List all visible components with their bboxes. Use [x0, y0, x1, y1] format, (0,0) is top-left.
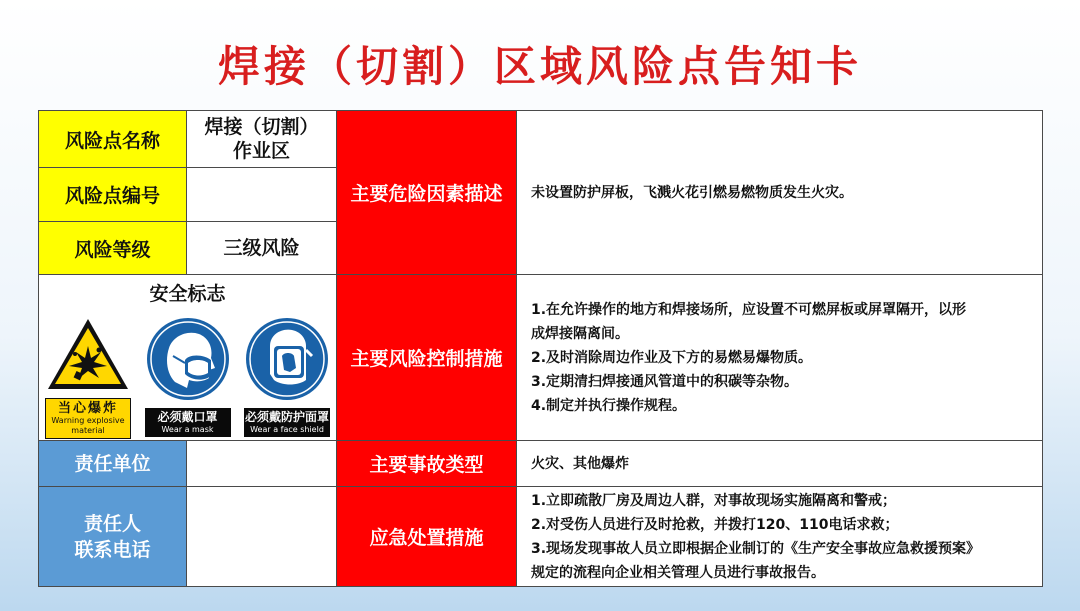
risk-code-value [187, 168, 337, 222]
sign-mask-label [145, 408, 231, 437]
safety-signs-cell [39, 275, 337, 441]
sign-explosive-label [45, 398, 131, 439]
sign-mask-cn: 必须戴口罩 [157, 410, 218, 424]
risk-name-value-line2: 作业区 [232, 140, 290, 162]
sign-face-shield-en: Wear a face shield [250, 425, 324, 434]
risk-card-table [38, 110, 1043, 587]
risk-level-value: 三级风险 [187, 222, 337, 275]
control-measures-text [517, 275, 1043, 441]
hazard-label: 主要危险因素描述 [337, 111, 517, 275]
risk-name-label: 风险点名称 [39, 111, 187, 168]
emergency-item: 3.现场发现事故人员立即根据企业制订的《生产安全事故应急救援预案》 [531, 540, 981, 557]
sign-face-shield-cn: 必须戴防护面罩 [244, 410, 329, 424]
risk-name-value [187, 111, 337, 168]
responsible-person-label-line2: 联系电话 [74, 538, 151, 561]
risk-code-label: 风险点编号 [39, 168, 187, 222]
risk-level-label: 风险等级 [39, 222, 187, 275]
sign-mask-en: Wear a mask [161, 425, 214, 434]
responsible-person-label [39, 487, 187, 587]
emergency-item: 1.立即疏散厂房及周边人群，对事故现场实施隔离和警戒； [531, 492, 897, 509]
responsible-person-label-line1: 责任人 [83, 512, 141, 535]
safety-signs-row [39, 306, 336, 439]
sign-mask [145, 316, 231, 439]
emergency-measures-label: 应急处置措施 [337, 487, 517, 587]
emergency-item: 2.对受伤人员进行及时抢救，并拨打120、110电话求救； [531, 516, 899, 533]
emergency-measures-text [517, 487, 1043, 587]
control-item: 3.定期清扫焊接通风管道中的积碳等杂物。 [531, 373, 799, 390]
accident-type-label: 主要事故类型 [337, 441, 517, 487]
sign-explosive [45, 316, 131, 439]
face-shield-mandatory-icon [244, 316, 330, 402]
control-item: 4.制定并执行操作规程。 [531, 397, 687, 414]
responsible-unit-label: 责任单位 [39, 441, 187, 487]
risk-name-value-line1: 焊接（切割） [204, 116, 319, 138]
control-measures-label: 主要风险控制措施 [337, 275, 517, 441]
sign-explosive-en: Warning explosive material [51, 416, 125, 435]
control-item: 2.及时消除周边作业及下方的易燃易爆物质。 [531, 349, 813, 366]
hazard-text: 未设置防护屏板，飞溅火花引燃易燃物质发生火灾。 [517, 111, 1043, 275]
mask-mandatory-icon [145, 316, 231, 402]
safety-signs-title: 安全标志 [149, 283, 226, 305]
responsible-unit-value [187, 441, 337, 487]
sign-face-shield [244, 316, 330, 439]
accident-type-text: 火灾、其他爆炸 [517, 441, 1043, 487]
control-item: 成焊接隔离间。 [531, 325, 629, 342]
emergency-item: 规定的流程向企业相关管理人员进行事故报告。 [531, 564, 825, 581]
sign-face-shield-label [244, 408, 330, 437]
page-title: 焊接（切割）区域风险点告知卡 [217, 42, 862, 91]
control-item: 1.在允许操作的地方和焊接场所，应设置不可燃屏板或屏罩隔开，以形 [531, 301, 967, 318]
explosive-warning-icon [45, 316, 131, 392]
sign-explosive-cn: 当心爆炸 [57, 401, 118, 416]
responsible-person-value [187, 487, 337, 587]
